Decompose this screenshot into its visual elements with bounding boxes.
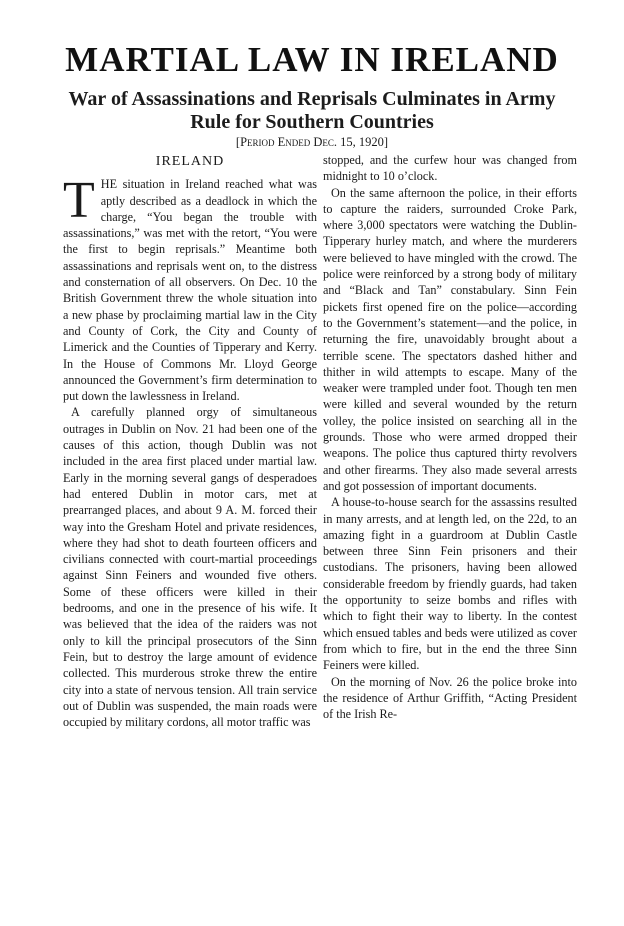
left-column: [63, 150, 317, 730]
paragraph: On the morning of Nov. 26 the police broke into the residence of Arthur Griffith, “Acting President of the Irish Re-: [323, 674, 577, 722]
period-note: [Period Ended Dec. 15, 1920]: [235, 135, 389, 149]
paragraph: On the same afternoon the police, in their efforts to capture the raiders, surrounded Croke Park, where 3,000 spectators were watching the Dublin-Tipperary hurley match, and where the murderers were believed to have mingled with the crowd. The police were reinforced by a strong body of military and “Black and Tan” constabulary. Sinn Fein pickets first opened fire on the police—according to the Government’s statement—and the police, in returning the fire, unavoidably brought about a terrible scene. The spectators dashed hither and thither in wild attempts to escape. Many of the weaker were trampled under foot. Though ten men were killed and several wounded by the return volley, the police insisted on searching all in the grounds. Those who were armed dropped their weapons. The police thus captured thirty revolvers and other firearms. They also made several arrests and got possession of important documents.: [323, 185, 577, 493]
paragraph: THE situation in Ireland reached what was aptly described as a deadlock in which the charge, “You began the trouble with assassinations,” was met with the retort, “You were the first to begin reprisals.” Meantime both assassinations and reprisals went on, to the distress and consternation of all observers. On Dec. 10 the British Government threw the whole situation into a new phase by proclaiming martial law in the City and County of Cork, the City and County of Limerick and the Counties of Tipperary and Kerry. In the House of Commons Mr. Lloyd George announced the Government’s firm determination to put down the lawlessness in Ireland.: [63, 172, 317, 404]
section-heading: IRELAND: [155, 154, 225, 169]
paragraph: A house-to-house search for the assassins resulted in many arrests, and at length led, on the 22d, to an amazing fight in a guardroom at Dublin Castle between three Sinn Fein prisoners and their custodians. The prisoners, having been allowed considerable freedom by friendly guards, had taken the opportunity to seize bombs and rifles with which to fight their way to liberty. In the contest which ensued tables and beds were utilized as cover from which to fire, but in the end the three Sinn Feiners were killed.: [323, 495, 577, 673]
article-title: MARTIAL LAW IN IRELAND: [65, 40, 559, 79]
paragraph: stopped, and the curfew hour was changed from midnight to 10 o’clock.: [323, 153, 577, 184]
article-subtitle: War of Assassinations and Reprisals Culminates in Army Rule for Southern Countries: [68, 88, 556, 133]
right-column: [323, 152, 577, 722]
paragraph: A carefully planned orgy of simultaneous outrages in Dublin on Nov. 21 had been one of the causes of this action, though Dublin was not included in the area first placed under martial law. Early in the morning several gangs of desperadoes had entered Dublin in motor cars, met at prearranged places, and about 9 A. M. forced their way into the Gresham Hotel and private residences, where they had shot to death fourteen officers and civilians connected with court-martial proceedings against Sinn Feiners and wounded five others. Some of these officers were killed in their bedrooms, and one in the presence of his wife. It was believed that the idea of the raiders was not only to kill the principal prosecutors of the Sinn Fein, but to destroy the large amount of evidence collected. This murderous stroke threw the entire city into a state of nervous tension. All train service out of Dublin was suspended, the main roads were occupied by military cordons, all motor traffic was: [63, 405, 317, 730]
